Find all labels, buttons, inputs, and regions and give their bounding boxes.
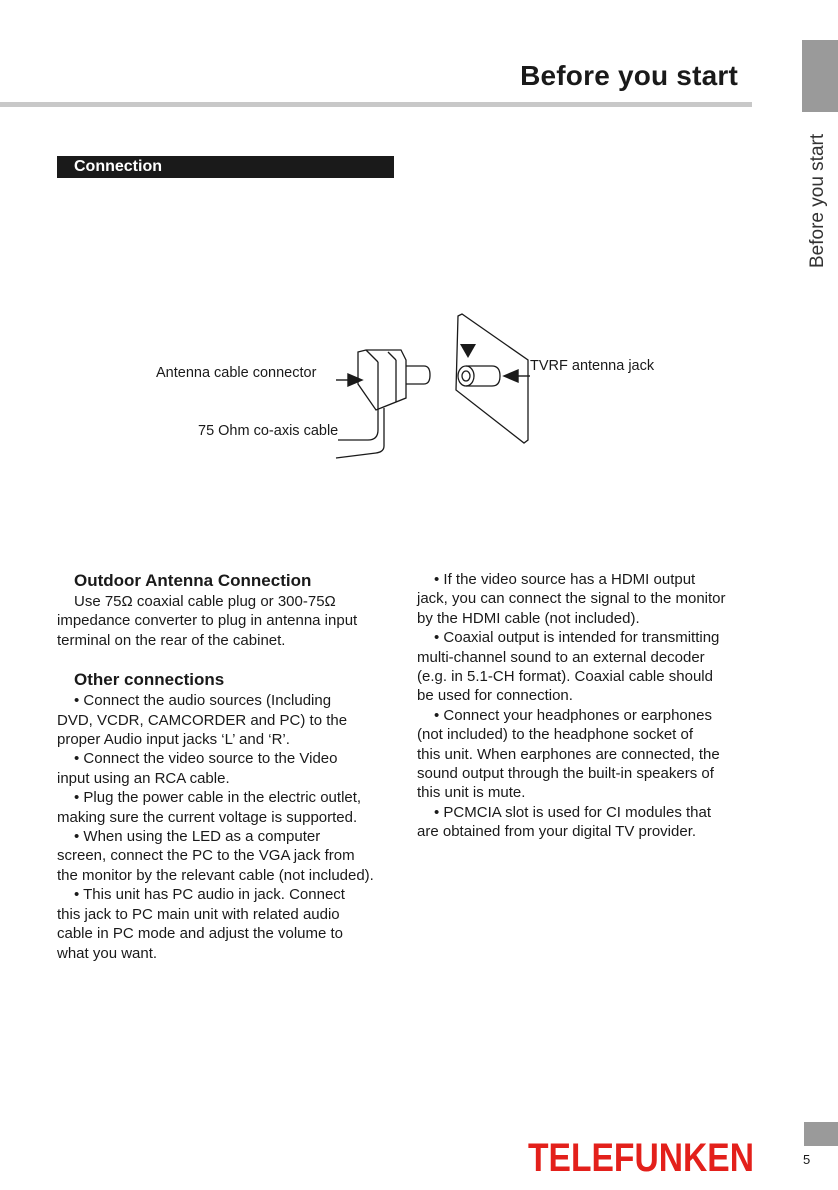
- right-column: [417, 570, 757, 842]
- bullet-line: • PCMCIA slot is used for CI modules that: [434, 803, 712, 821]
- text-line: this unit. When earphones are connected, the: [417, 745, 720, 763]
- text-line: impedance converter to plug in antenna input: [57, 612, 358, 630]
- left-column: [57, 570, 402, 963]
- bullet-line: • Coaxial output is intended for transmitting: [434, 629, 720, 647]
- outdoor-antenna-heading: Outdoor Antenna Connection: [74, 571, 312, 590]
- header-rule: [0, 102, 752, 107]
- text-line: be used for connection.: [417, 687, 573, 705]
- text-line: DVD, VCDR, CAMCORDER and PC) to the: [57, 711, 348, 729]
- text-line: proper Audio input jacks ‘L’ and ‘R’.: [57, 731, 290, 749]
- arrow-to-jack: [504, 370, 530, 382]
- text-line: (e.g. in 5.1-CH format). Coaxial cable should: [417, 668, 713, 686]
- text-line: this unit is mute.: [417, 784, 526, 802]
- text-line: terminal on the rear of the cabinet.: [57, 631, 286, 649]
- section-heading-connection: Connection: [57, 156, 394, 178]
- text-line: multi-channel sound to an external decoder: [417, 648, 705, 666]
- bullet-line: • When using the LED as a computer: [74, 828, 321, 846]
- antenna-plug: [336, 350, 430, 458]
- bullet-line: • Connect the video source to the Video: [74, 750, 338, 768]
- other-connections-heading: Other connections: [74, 670, 225, 690]
- text-line: the monitor by the relevant cable (not included).: [57, 866, 374, 884]
- side-tab-block: [802, 40, 838, 112]
- antenna-connector-label: Antenna cable connector: [156, 365, 317, 381]
- text-line: jack, you can connect the signal to the monitor: [417, 590, 726, 608]
- bullet-line: • Connect the audio sources (Including: [74, 692, 332, 710]
- text-line: cable in PC mode and adjust the volume to: [57, 925, 344, 943]
- page-title: Before you start: [520, 60, 738, 91]
- tvrf-jack-label: TVRF antenna jack: [530, 358, 655, 374]
- bullet-line: • This unit has PC audio in jack. Connect: [74, 886, 345, 904]
- text-line: this jack to PC main unit with related audio: [57, 905, 340, 923]
- side-section-label: Before you start: [807, 133, 828, 268]
- text-line: are obtained from your digital TV provider.: [417, 823, 697, 841]
- page-number-tab: [804, 1122, 838, 1146]
- text-line: input using an RCA cable.: [57, 769, 230, 787]
- coax-cable-label: 75 Ohm co-axis cable: [198, 423, 339, 439]
- text-line: screen, connect the PC to the VGA jack from: [57, 847, 355, 865]
- brand-name: TELEFUNKEN: [528, 1136, 754, 1180]
- arrow-down-marker: [460, 344, 476, 358]
- text-line: Use 75Ω coaxial cable plug or 300-75Ω: [74, 593, 336, 610]
- text-line: making sure the current voltage is supported.: [57, 808, 358, 826]
- antenna-connection-diagram: [140, 300, 700, 470]
- bullet-line: • Connect your headphones or earphones: [434, 706, 712, 724]
- bullet-line: • If the video source has a HDMI output: [434, 571, 696, 588]
- text-line: what you want.: [57, 944, 158, 962]
- page-number: 5: [803, 1152, 811, 1167]
- bullet-line: • Plug the power cable in the electric outlet,: [74, 789, 362, 807]
- telefunken-logo: [528, 1136, 756, 1180]
- text-line: (not included) to the headphone socket of: [417, 726, 694, 744]
- text-line: sound output through the built-in speakers of: [417, 765, 714, 783]
- text-line: by the HDMI cable (not included).: [417, 609, 640, 627]
